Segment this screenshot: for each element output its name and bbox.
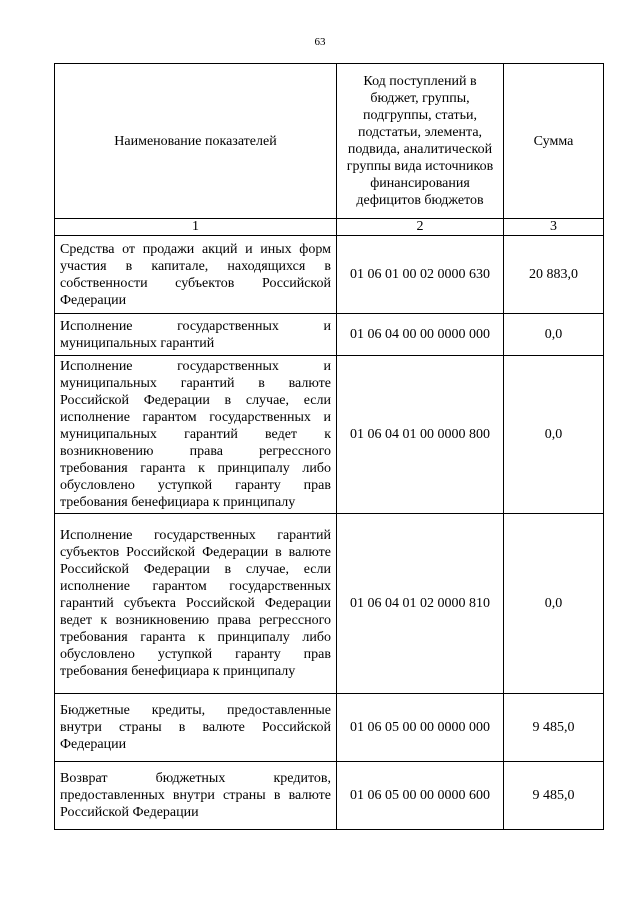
column-number: 3 — [504, 219, 604, 236]
row-name: Средства от продажи акций и иных форм участия в капитале, находящихся в собственности субъектов Российской Федерации — [55, 236, 337, 314]
row-name: Исполнение государственных и муниципальных гарантий — [55, 314, 337, 356]
row-name: Возврат бюджетных кредитов, предоставленных внутри страны в валюте Российской Федерации — [55, 762, 337, 830]
row-sum: 0,0 — [504, 514, 604, 694]
row-sum: 9 485,0 — [504, 762, 604, 830]
row-sum: 9 485,0 — [504, 694, 604, 762]
header-code: Код поступлений в бюджет, группы, подгруппы, статьи, подстатьи, элемента, подвида, аналитической группы вида источников финансирования дефицитов бюджетов — [337, 64, 504, 219]
row-code: 01 06 04 01 00 0000 800 — [337, 356, 504, 514]
table-row — [55, 236, 604, 314]
row-sum: 0,0 — [504, 356, 604, 514]
page-number: 63 — [314, 36, 326, 48]
row-code: 01 06 04 00 00 0000 000 — [337, 314, 504, 356]
column-number: 2 — [337, 219, 504, 236]
header-name: Наименование показателей — [55, 64, 337, 219]
row-name: Исполнение государственных и муниципальных гарантий в валюте Российской Федерации в случае, если исполнение гарантом государственных и муниципальных гарантий ведет к возникновению права регрессного требования гаранта к принципалу либо обусловлено уступкой гаранту прав требования бенефициара к принципалу — [55, 356, 337, 514]
table-row — [55, 762, 604, 830]
table-row — [55, 314, 604, 356]
header-sum: Сумма — [504, 64, 604, 219]
row-sum: 20 883,0 — [504, 236, 604, 314]
row-sum: 0,0 — [504, 314, 604, 356]
row-code: 01 06 04 01 02 0000 810 — [337, 514, 504, 694]
row-code: 01 06 05 00 00 0000 600 — [337, 762, 504, 830]
table-row — [55, 514, 604, 694]
table-row — [55, 694, 604, 762]
row-name: Исполнение государственных гарантий субъектов Российской Федерации в валюте Российской Федерации в случае, если исполнение гарантом государственных гарантий субъекта Российской Федерации ведет к возникновению права регрессного требования гаранта к принципалу либо обусловлено уступкой гаранту прав требования бенефициара к принципалу — [55, 514, 337, 694]
table-header-row — [55, 64, 604, 219]
row-name: Бюджетные кредиты, предоставленные внутри страны в валюте Российской Федерации — [55, 694, 337, 762]
row-code: 01 06 05 00 00 0000 000 — [337, 694, 504, 762]
column-number-row — [55, 219, 604, 236]
table-row — [55, 356, 604, 514]
column-number: 1 — [55, 219, 337, 236]
budget-table — [54, 63, 604, 830]
row-code: 01 06 01 00 02 0000 630 — [337, 236, 504, 314]
